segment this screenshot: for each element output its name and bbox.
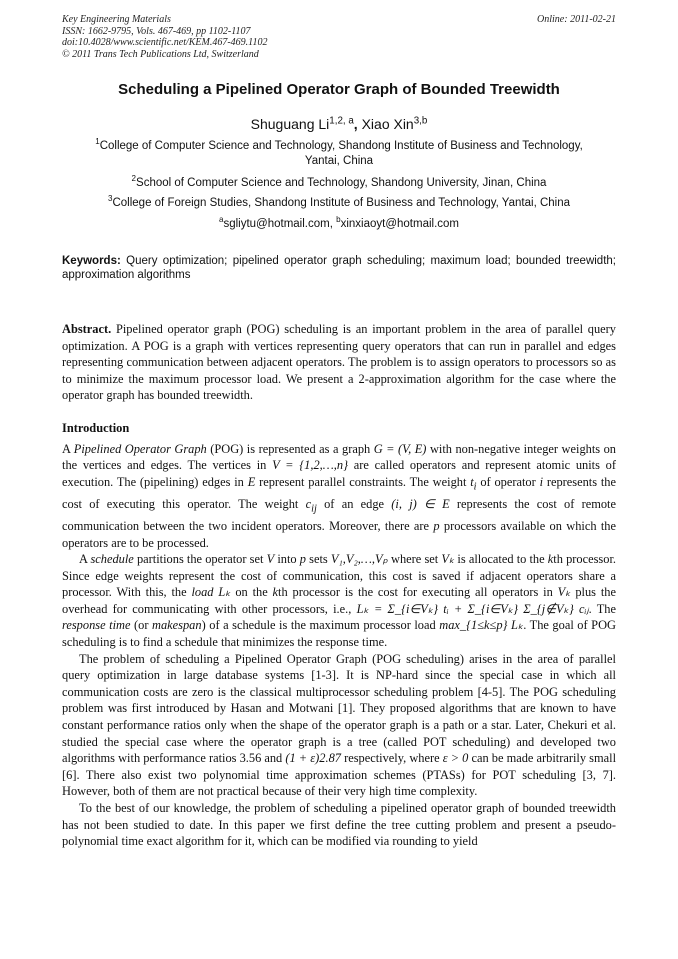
doi-line: doi:10.4028/www.scientific.net/KEM.467-469.1102 xyxy=(62,37,268,48)
keywords-text: Query optimization; pipelined operator graph scheduling; maximum load; bounded treewidth; approximation algorithms xyxy=(62,255,616,281)
email-b-marker: b xyxy=(336,215,341,225)
affiliation-3 xyxy=(62,196,616,211)
email-a-marker: a xyxy=(218,215,224,225)
affiliation-3-text: College of Foreign Studies, Shandong Institute of Business and Technology, Yantai, China xyxy=(112,197,571,209)
affiliation-2-number: 2 xyxy=(131,174,137,184)
affiliation-1 xyxy=(62,139,616,169)
load-formula: Lₖ = Σ_{i∈Vₖ} tᵢ + Σ_{i∈Vₖ} Σ_{j∉Vₖ} cᵢⱼ xyxy=(356,601,589,616)
introduction-heading: Introduction xyxy=(62,421,130,435)
abstract-block xyxy=(62,321,616,404)
affiliation-2 xyxy=(62,176,616,191)
affiliation-1-line2: Yantai, China xyxy=(304,155,374,167)
makespan-formula: max_{1≤k≤p} Lₖ xyxy=(439,618,524,633)
author-line xyxy=(62,116,616,132)
intro-paragraph-4: To the best of our knowledge, the problem of scheduling a pipelined operator graph of bounded treewidth has not been studied to date. In this paper we first define the tree cutting problem and present a pseudo-polynomial time exact algorithm for it, which can be modified via rounding to yield xyxy=(62,801,616,849)
graph-definition: G = (V, E) xyxy=(373,441,427,456)
email-2[interactable]: xinxiaoyt@hotmail.com xyxy=(340,218,460,230)
copyright-line: © 2011 Trans Tech Publications Ltd, Switzerland xyxy=(62,48,259,60)
affiliation-1-line1: College of Computer Science and Technology, Shandong Institute of Business and Technology, xyxy=(99,140,583,152)
term-pog: Pipelined Operator Graph xyxy=(73,441,207,456)
vertex-set: V = {1,2,…,n} xyxy=(272,458,349,473)
journal-name: Key Engineering Materials xyxy=(62,14,171,25)
intro-paragraph-3: The problem of scheduling a Pipelined Operator Graph (POG scheduling) arises in the area of parallel query optimization in large database systems [1-3]. It is NP-hard since the special case in which all communication costs are zero is the classical multiprocessor scheduling problem [4-5]. The POG scheduling problem was first introduced by Hasan and Motwani [1]. They proposed algorithms that are known to have constant performance ratios only when the shape of the operator graph is a path or a star. Later, Chekuri et al. studied the special case where the operator graph is a tree (called POT scheduling) and developed two algorithms with performance ratios 3.56 and (1 + ε)2.87 respectively, where ε > 0 can be made arbitrarily small [6]. There also exist two polynomial time approximation schemes (PTASs) for POT scheduling [3, 7]. However, both of them are not practical because of their very high time complexity. xyxy=(62,651,617,799)
keywords-label: Keywords: xyxy=(62,255,121,267)
abstract-label: Abstract. xyxy=(62,322,112,336)
keywords-block xyxy=(62,254,616,282)
paper-title: Scheduling a Pipelined Operator Graph of Bounded Treewidth xyxy=(118,81,560,98)
author-separator: , xyxy=(353,116,362,132)
affiliation-2-text: School of Computer Science and Technology, Shandong University, Jinan, China xyxy=(136,177,547,189)
author-2: Xiao Xin xyxy=(361,116,414,132)
introduction-section xyxy=(62,420,616,850)
author-1-affil: 1,2, a xyxy=(329,115,354,127)
abstract-text: Pipelined operator graph (POG) scheduling is an important problem in the area of parallel query optimization. A POG is a graph with vertices representing query operators that can run in parallel and edges representing communication between adjacent operators. The problem is to assign operators to processors so as to minimize the maximum processor load. We present a 2-approximation algorithm for the case where the operator graph has bounded treewidth. xyxy=(62,322,616,403)
journal-header xyxy=(62,14,616,60)
intro-paragraph-2: A schedule partitions the operator set V into p sets V₁,V₂,…,Vₚ where set Vₖ is allocated to the kth processor. Since edge weights represent the cost of communication, this cost is saved if adjacent operators share a processor. With this, the load Lₖ on the kth processor is the cost for executing all operators in Vₖ plus the overhead for communicating with other processors, i.e., Lₖ = Σ_{i∈Vₖ} tᵢ + Σ_{i∈Vₖ} Σ_{j∉Vₖ} cᵢⱼ. The response time (or makespan) of a schedule is the maximum processor load max_{1≤k≤p} Lₖ. The goal of POG scheduling is to find a schedule that minimizes the response time. xyxy=(62,552,616,650)
intro-paragraph-1: A Pipelined Operator Graph (POG) is represented as a graph G = (V, E) with non-negative integer weights on the vertices and edges. The vertices in V = {1,2,…,n} are called operators and represent atomic units of execution. The (pipelining) edges in E represent parallel constraints. The weight $t_i$ of operator i represents the cost of executing this operator. The weight $c_{ij}$ of an edge (i, j) ∈ E represents the cost of remote communication between the two incident operators. Moreover, there are p processors available on which the operators are to be processed. xyxy=(62,441,617,550)
affiliation-3-number: 3 xyxy=(107,194,113,204)
author-1: Shuguang Li xyxy=(250,116,330,132)
author-emails xyxy=(62,217,616,232)
issn-line: ISSN: 1662-9795, Vols. 467-469, pp 1102-1107 xyxy=(62,25,251,37)
affiliation-1-number: 1 xyxy=(95,137,100,147)
online-date: Online: 2011-02-21 xyxy=(537,14,616,25)
email-1[interactable]: sgliytu@hotmail.com, xyxy=(223,218,337,230)
author-2-affil: 3,b xyxy=(413,115,428,127)
